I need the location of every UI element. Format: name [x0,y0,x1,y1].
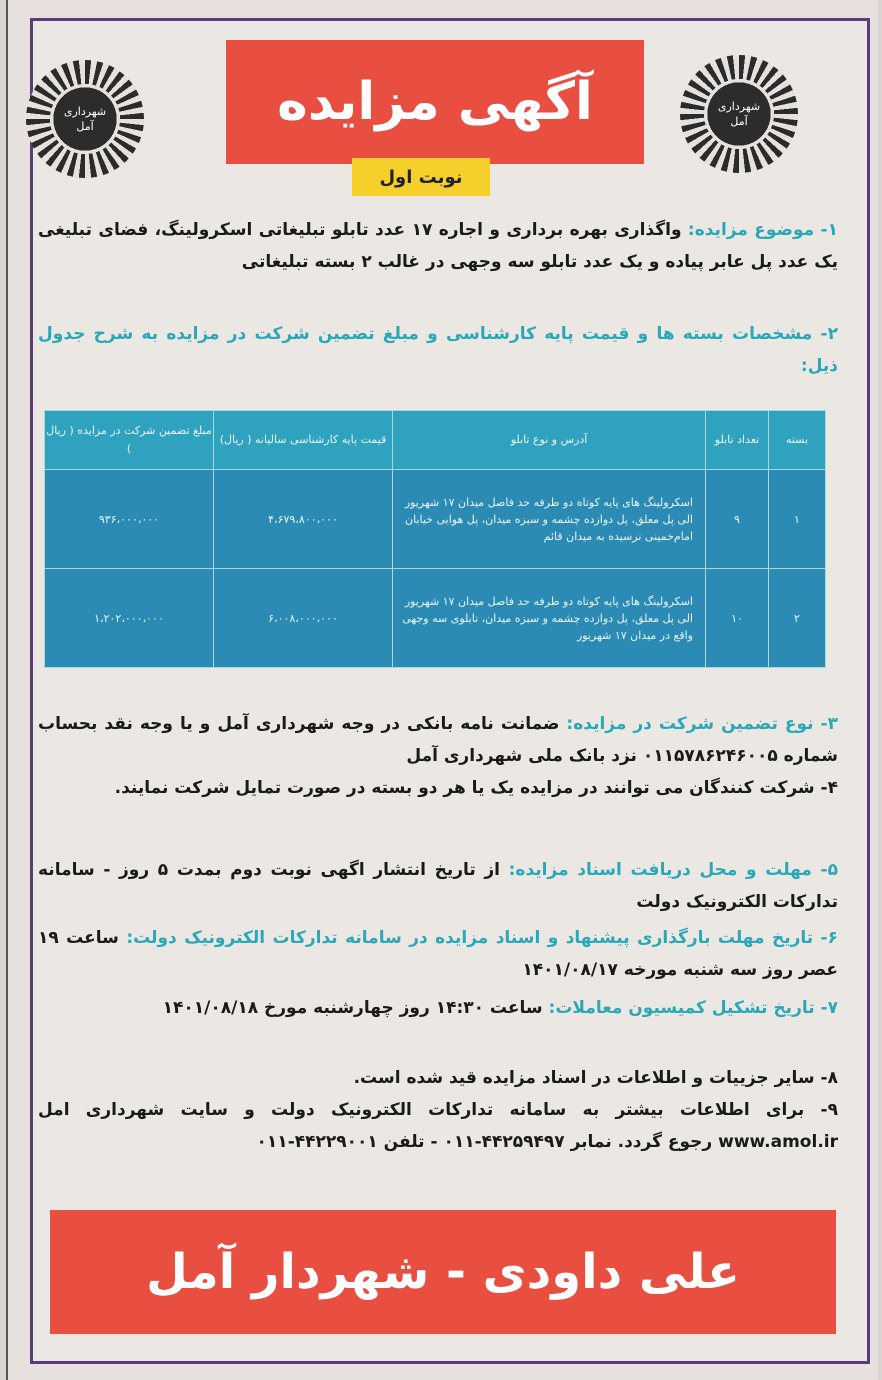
item-3-label: ۳- نوع تضمین شرکت در مزایده: [566,714,838,734]
item-4-text: ۴- شرکت کنندگان می توانند در مزایده یک یا هر دو بسته در صورت تمایل شرکت نمایند. [114,778,838,798]
header-guarantee: مبلغ تضمین شرکت در مزایده ( ریال ) [45,411,214,470]
item-7-label: ۷- تاریخ تشکیل کمیسیون معاملات: [548,998,838,1018]
item-6 [38,922,838,986]
cell-base-price: ۶،۰۰۸،۰۰۰،۰۰۰ [214,569,393,668]
packages-table [44,410,826,668]
item-6-label: ۶- تاریخ مهلت بارگذاری پیشنهاد و اسناد مزایده در سامانه تدارکات الکترونیک دولت: [126,928,839,948]
round-badge [352,158,490,196]
item-5-label: ۵- مهلت و محل دریافت اسناد مزایده: [508,860,839,880]
cell-count: ۹ [706,470,769,569]
item-1 [38,214,838,278]
round-label: نوبت اول [379,166,463,188]
item-7-text: ساعت ۱۴:۳۰ روز چهارشنبه مورخ ۱۴۰۱/۰۸/۱۸ [162,998,549,1018]
item-2 [38,318,838,382]
item-7 [38,992,838,1024]
item-8-text: ۸- سایر جزییات و اطلاعات در اسناد مزایده قید شده است. [353,1068,838,1088]
header-count: تعداد تابلو [706,411,769,470]
item-2-label: ۲- مشخصات بسته ها و قیمت پایه کارشناسی و مبلغ تضمین شرکت در مزایده به شرح جدول ذیل: [38,324,838,376]
item-3-text: ضمانت نامه بانکی در وجه شهرداری آمل و یا وجه نقد بحساب شماره ۰۱۱۵۷۸۶۲۴۶۰۰۵ نزد بانک ملی شهرداری آمل [38,714,838,766]
item-9-text: ۹- برای اطلاعات بیشتر به سامانه تدارکات الکترونیک دولت و سایت شهرداری امل [38,1100,838,1120]
cell-package: ۲ [769,569,826,668]
item-9-tail: رجوع گردد. نمابر ۴۴۲۵۹۴۹۷-۰۱۱ - تلفن ۴۴۲۲۹۰۰۱-۰۱۱ [256,1132,719,1152]
cell-guarantee: ۹۳۶،۰۰۰،۰۰۰ [45,470,214,569]
table-row [45,569,826,668]
table-header-row [45,411,826,470]
cell-base-price: ۴،۶۷۹،۸۰۰،۰۰۰ [214,470,393,569]
table-row [45,470,826,569]
municipality-seal-left [26,60,144,178]
item-6-text: ساعت ۱۹ عصر روز سه شنبه مورخه ۱۴۰۱/۰۸/۱۷ [38,928,838,980]
item-8-9 [38,1062,838,1158]
item-5-text: از تاریخ انتشار اگهی نوبت دوم بمدت ۵ روز - سامانه تدارکات الکترونیک دولت [38,860,838,912]
header-base-price: قیمت پایه کارشناسی سالیانه ( ریال) [214,411,393,470]
ad-title-banner [226,40,644,164]
cell-address: اسکرولینگ های پایه کوتاه دو طرفه حد فاصل میدان ۱۷ شهریور الی پل معلق، پل دوازده چشمه و سبزه میدان، پل هوایی خیابان امام‌خمینی نرسیده به میدان قائم [393,470,706,569]
signature-banner [50,1210,836,1334]
ad-title: آگهی مزایده [277,72,593,132]
website-link[interactable]: www.amol.ir [718,1132,838,1152]
item-1-text: واگذاری بهره برداری و اجاره ۱۷ عدد تابلو تبلیغاتی اسکرولینگ، فضای تبلیغی یک عدد پل عابر پیاده و یک عدد تابلو سه وجهی در غالب ۲ بسته تبلیغاتی [38,220,838,272]
seal-text-right: شهرداری آمل [717,99,761,128]
header-address: آدرس و نوع تابلو [393,411,706,470]
mayor-signature: علی داودی - شهردار آمل [146,1244,740,1300]
item-3-4 [38,708,838,804]
item-5 [38,854,838,918]
seal-text-left: شهرداری آمل [63,104,107,133]
header-package: بسته [769,411,826,470]
cell-count: ۱۰ [706,569,769,668]
cell-package: ۱ [769,470,826,569]
municipality-seal-right [680,55,798,173]
cell-guarantee: ۱،۲۰۲،۰۰۰،۰۰۰ [45,569,214,668]
cell-address: اسکرولینگ های پایه کوتاه دو طرفه حد فاصل میدان ۱۷ شهریور الی پل معلق، پل دوازده چشمه و سبزه میدان، تابلوی سه وجهی واقع در میدان ۱۷ شهریور [393,569,706,668]
newspaper-page [6,0,878,1380]
item-1-label: ۱- موضوع مزایده: [687,220,838,240]
